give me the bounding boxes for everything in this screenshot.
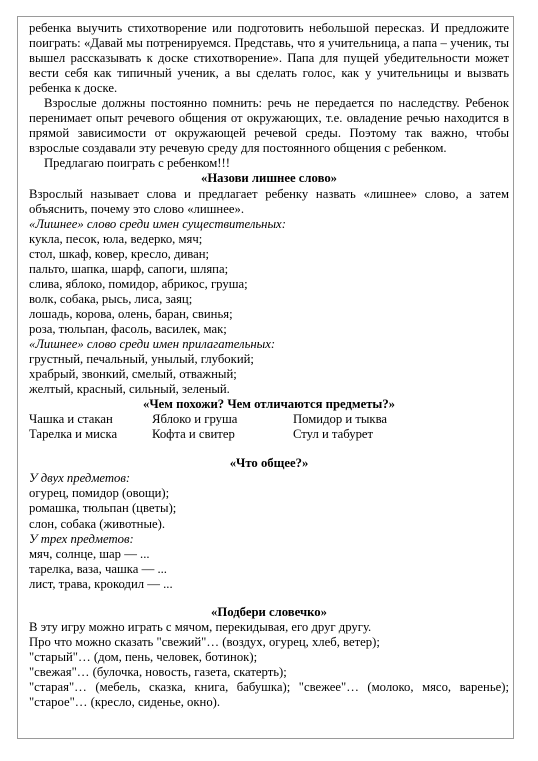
spacer xyxy=(29,592,509,605)
game1-intro: Взрослый называет слова и предлагает ребенку назвать «лишнее» слово, а затем объяснить, почему это слово «лишнее». xyxy=(29,186,509,216)
game3-two-heading: У двух предметов: xyxy=(29,471,131,486)
list-item: пальто, шапка, шарф, сапоги, шляпа; xyxy=(29,261,229,276)
list-item: стол, шкаф, ковер, кресло, диван; xyxy=(29,246,210,261)
list-item: мяч, солнце, шар — ... xyxy=(29,546,150,561)
spacer xyxy=(29,442,509,456)
list-item: слон, собака (животные). xyxy=(29,516,166,531)
list-item: Про что можно сказать "свежий"… (воздух, огурец, хлеб, ветер); xyxy=(29,634,380,649)
document-page xyxy=(29,21,509,710)
game3-three-heading: У трех предметов: xyxy=(29,531,134,546)
game1-title: «Назови лишнее слово» xyxy=(200,171,338,186)
list-item: грустный, печальный, унылый, глубокий; xyxy=(29,352,254,367)
compare-cell: Чашка и стакан xyxy=(29,412,113,427)
list-item: В эту игру можно играть с мячом, перекидывая, его друг другу. xyxy=(29,619,372,634)
compare-row xyxy=(29,412,509,427)
compare-row xyxy=(29,427,509,442)
list-item: кукла, песок, юла, ведерко, мяч; xyxy=(29,231,203,246)
list-item: храбрый, звонкий, смелый, отважный; xyxy=(29,367,237,382)
list-item: лист, трава, крокодил — ... xyxy=(29,576,173,591)
list-item: лошадь, корова, олень, баран, свинья; xyxy=(29,306,233,321)
compare-cell: Тарелка и миска xyxy=(29,427,118,442)
list-item: ромашка, тюльпан (цветы); xyxy=(29,501,177,516)
list-item: тарелка, ваза, чашка — ... xyxy=(29,561,167,576)
intro-paragraph-3: Предлагаю поиграть с ребенком!!! xyxy=(44,156,230,171)
list-item: волк, собака, рысь, лиса, заяц; xyxy=(29,291,193,306)
compare-cell: Яблоко и груша xyxy=(152,412,238,427)
game4-title: «Подбери словечко» xyxy=(211,604,327,619)
game2-title: «Чем похожи? Чем отличаются предметы?» xyxy=(142,397,396,412)
list-item: "старая"… (мебель, сказка, книга, бабушка); "свежее"… (молоко, мясо, варенье); "старое"… (кресло, сиденье, окно). xyxy=(29,679,509,710)
intro-paragraph-2: Взрослые должны постоянно помнить: речь не передается по наследству. Ребенок перенимает опыт речевого общения от окружающих, т.е. овладение речью находится в прямой зависимости от окружающей речевой среды. Поэтому так важно, чтобы взрослые создавали эту речевую среду для постоянного общения с ребенком. xyxy=(29,96,509,156)
game1-adj-heading: «Лишнее» слово среди имен прилагательных: xyxy=(29,336,276,351)
game3-title: «Что общее?» xyxy=(229,456,309,471)
game1-nouns-heading: «Лишнее» слово среди имен существительных: xyxy=(29,216,286,231)
compare-cell: Кофта и свитер xyxy=(152,427,235,442)
list-item: огурец, помидор (овощи); xyxy=(29,486,170,501)
list-item: роза, тюльпан, фасоль, василек, мак; xyxy=(29,321,227,336)
intro-paragraph-1: ребенка выучить стихотворение или подготовить небольшой пересказ. И предложите поиграть: «Давай мы потренируемся. Представь, что я учительница, а папа – ученик, ты вышел рассказывать к доске стихотворение». Папа для пущей убедительности может вести себя как типичный ученик, а вы сделать голос, как у учительницы и вызвать ребенка к доске. xyxy=(29,21,509,96)
list-item: "старый"… (дом, пень, человек, ботинок); xyxy=(29,649,258,664)
list-item: "свежая"… (булочка, новость, газета, скатерть); xyxy=(29,664,287,679)
list-item: слива, яблоко, помидор, абрикос, груша; xyxy=(29,276,248,291)
compare-cell: Стул и табурет xyxy=(293,427,374,442)
compare-cell: Помидор и тыква xyxy=(293,412,388,427)
list-item: желтый, красный, сильный, зеленый. xyxy=(29,382,230,397)
